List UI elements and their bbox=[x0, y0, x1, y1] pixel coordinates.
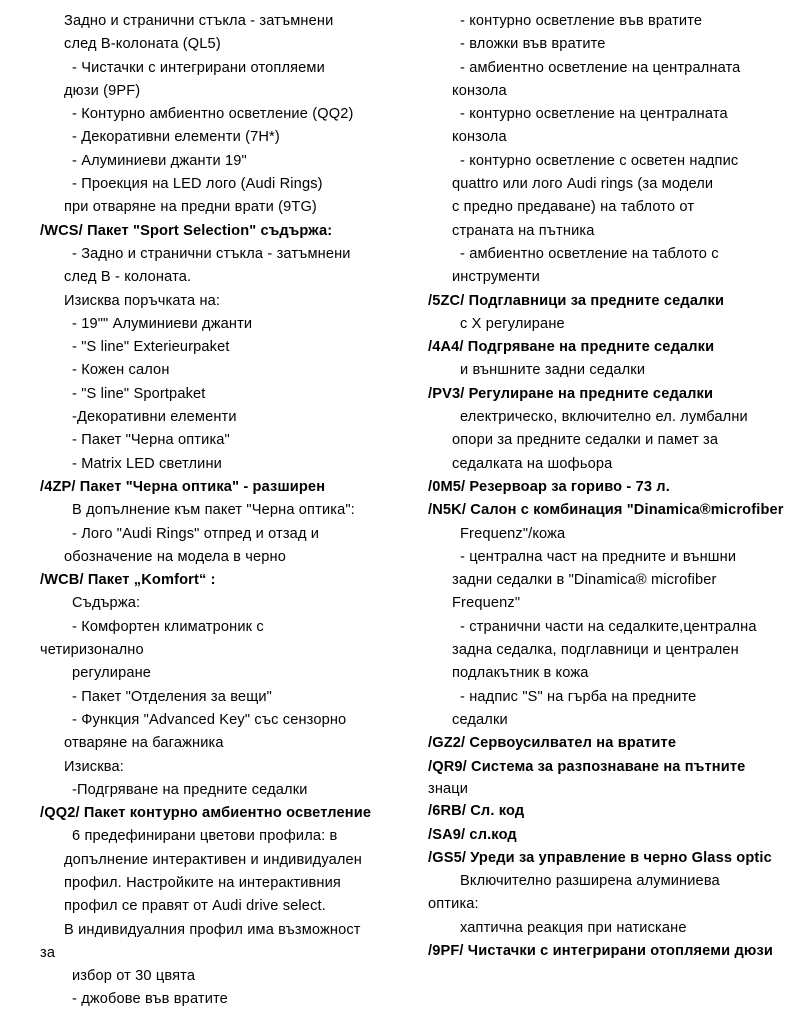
option-detail-line: седалката на шофьора bbox=[452, 455, 613, 472]
option-detail-line: - Комфортен климатроник с bbox=[72, 618, 264, 635]
option-detail-line: Задно и странични стъкла - затъмнени bbox=[64, 13, 334, 29]
option-detail-line: - Контурно амбиентно осветление (QQ2) bbox=[72, 106, 354, 123]
option-detail-line: - Matrix LED светлини bbox=[72, 455, 222, 472]
option-heading-line: /9PF/ Чистачки с интегрирани отопляеми дюзи bbox=[428, 943, 774, 960]
option-heading-line: /0M5/ Резервоар за гориво - 73 л. bbox=[428, 478, 670, 495]
option-detail-line: конзола bbox=[452, 82, 507, 99]
option-detail-line: след B-колоната (QL5) bbox=[64, 36, 221, 53]
option-detail-line: - "S line" Exterieurpaket bbox=[72, 339, 230, 356]
option-detail-line: Изисква: bbox=[64, 758, 124, 775]
option-detail-line: - Декоративни елементи (7H*) bbox=[72, 129, 280, 146]
option-heading-line: /WCB/ Пакет „Komfort“ : bbox=[40, 572, 216, 589]
option-detail-line: оптика: bbox=[428, 896, 479, 913]
option-heading-line: /5ZC/ Подглавници за предните седалки bbox=[428, 292, 725, 309]
option-detail-line: обозначение на модела в черно bbox=[64, 548, 287, 565]
option-detail-line: - Кожен салон bbox=[72, 362, 170, 379]
option-detail-line: страната на пътника bbox=[452, 222, 595, 239]
option-detail-line: седалки bbox=[452, 711, 508, 728]
option-detail-line: опори за предните седалки и памет за bbox=[452, 432, 719, 449]
option-heading-line: /WCS/ Пакет "Sport Selection" съдържа: bbox=[40, 222, 333, 239]
option-detail-line: Frequenz"/кожа bbox=[460, 525, 566, 542]
right-text-column bbox=[428, 10, 784, 963]
option-detail-line: - надпис "S" на гърба на предните bbox=[460, 688, 697, 705]
option-detail-line: - Проекция на LED лого (Audi Rings) bbox=[72, 176, 323, 193]
option-heading-line: /SA9/ сл.код bbox=[428, 826, 517, 843]
option-detail-line: профил се правят от Audi drive select. bbox=[64, 898, 326, 915]
option-detail-line: - контурно осветление с осветен надпис bbox=[460, 152, 739, 169]
option-detail-line: - контурно осветление на централната bbox=[460, 106, 728, 123]
option-detail-line: при отваряне на предни врати (9TG) bbox=[64, 199, 317, 216]
option-detail-line: задни седалки в "Dinamica® microfiber bbox=[452, 572, 717, 589]
option-detail-line: с Х регулиране bbox=[460, 315, 565, 332]
option-detail-line: - Чистачки с интегрирани отопляеми bbox=[72, 59, 325, 76]
option-detail-line: избор от 30 цвята bbox=[72, 968, 196, 985]
option-detail-line: с предно предаване) на таблото от bbox=[452, 199, 695, 216]
option-detail-line: - амбиентно осветление на таблото с bbox=[460, 245, 719, 262]
option-detail-line: дюзи (9PF) bbox=[64, 82, 141, 99]
option-heading-line: /QR9/ Система за разпознаване на пътните bbox=[428, 758, 746, 775]
option-detail-line: отваряне на багажника bbox=[64, 735, 224, 752]
option-detail-line: - странични части на седалките,централна bbox=[460, 618, 757, 635]
option-heading-line: /N5K/ Салон с комбинация "Dinamica®microfiber bbox=[428, 502, 784, 519]
option-detail-line: - Пакет "Черна оптика" bbox=[72, 432, 230, 449]
option-detail-line: конзола bbox=[452, 129, 507, 146]
option-detail-line: инструменти bbox=[452, 269, 540, 286]
option-heading-line: /PV3/ Регулиране на предните седалки bbox=[428, 385, 714, 402]
option-detail-line: - Лого "Audi Rings" отпред и отзад и bbox=[72, 525, 320, 542]
option-detail-line: Изисква поръчката на: bbox=[64, 292, 221, 309]
option-detail-line: 6 предефинирани цветови профила: в bbox=[72, 828, 338, 845]
option-detail-line: Включително разширена алуминиева bbox=[460, 873, 720, 890]
option-detail-line: -Декоративни елементи bbox=[72, 409, 237, 426]
option-heading-line: /4ZP/ Пакет "Черна оптика" - разширен bbox=[40, 478, 326, 495]
option-detail-line: - "S line" Sportpaket bbox=[72, 385, 206, 402]
option-heading-line: знаци bbox=[428, 780, 469, 797]
option-detail-line: подлакътник в кожа bbox=[452, 665, 589, 682]
option-detail-line: В допълнение към пакет "Черна оптика": bbox=[72, 502, 355, 519]
option-detail-line: - амбиентно осветление на централната bbox=[460, 59, 741, 76]
option-detail-line: електрическо, включително ел. лумбални bbox=[460, 409, 748, 426]
option-detail-line: - вложки във вратите bbox=[460, 36, 606, 53]
option-detail-line: -Подгряване на предните седалки bbox=[72, 781, 308, 798]
option-detail-line: четиризонално bbox=[40, 642, 144, 659]
option-detail-line: - Алуминиеви джанти 19" bbox=[72, 152, 247, 169]
option-detail-line: - Функция "Advanced Key" със сензорно bbox=[72, 711, 347, 728]
option-detail-line: задна седалка, подглавници и централен bbox=[452, 642, 739, 659]
option-detail-line: след В - колоната. bbox=[64, 269, 192, 286]
option-detail-line: за bbox=[40, 944, 56, 961]
option-detail-line: Frequenz" bbox=[452, 595, 521, 612]
option-detail-line: - джобове във вратите bbox=[72, 991, 228, 1008]
option-detail-line: и външните задни седалки bbox=[460, 362, 646, 379]
left-text-column bbox=[40, 10, 385, 1012]
option-detail-line: профил. Настройките на интерактивния bbox=[64, 874, 341, 891]
option-detail-line: - 19"" Алуминиеви джанти bbox=[72, 315, 253, 332]
option-heading-line: /6RB/ Сл. код bbox=[428, 803, 525, 820]
option-detail-line: хаптична реакция при натискане bbox=[460, 919, 687, 936]
option-detail-line: - контурно осветление във вратите bbox=[460, 13, 703, 29]
option-detail-line: - Пакет "Отделения за вещи" bbox=[72, 688, 272, 705]
option-detail-line: - централна част на предните и външни bbox=[460, 548, 737, 565]
option-heading-line: /GZ2/ Сервоусилвател на вратите bbox=[428, 735, 677, 752]
option-detail-line: - Задно и странични стъкла - затъмнени bbox=[72, 245, 351, 262]
option-heading-line: /4A4/ Подгряване на предните седалки bbox=[428, 339, 715, 356]
option-heading-line: /GS5/ Уреди за управление в черно Glass optic bbox=[428, 849, 772, 866]
option-detail-line: регулиране bbox=[72, 665, 152, 682]
option-detail-line: Съдържа: bbox=[72, 595, 141, 612]
option-detail-line: В индивидуалния профил има възможност bbox=[64, 921, 361, 938]
option-detail-line: quattro или лого Audi rings (за модели bbox=[452, 176, 714, 193]
option-heading-line: /QQ2/ Пакет контурно амбиентно осветление bbox=[40, 805, 372, 822]
option-detail-line: допълнение интерактивен и индивидуален bbox=[64, 851, 363, 868]
